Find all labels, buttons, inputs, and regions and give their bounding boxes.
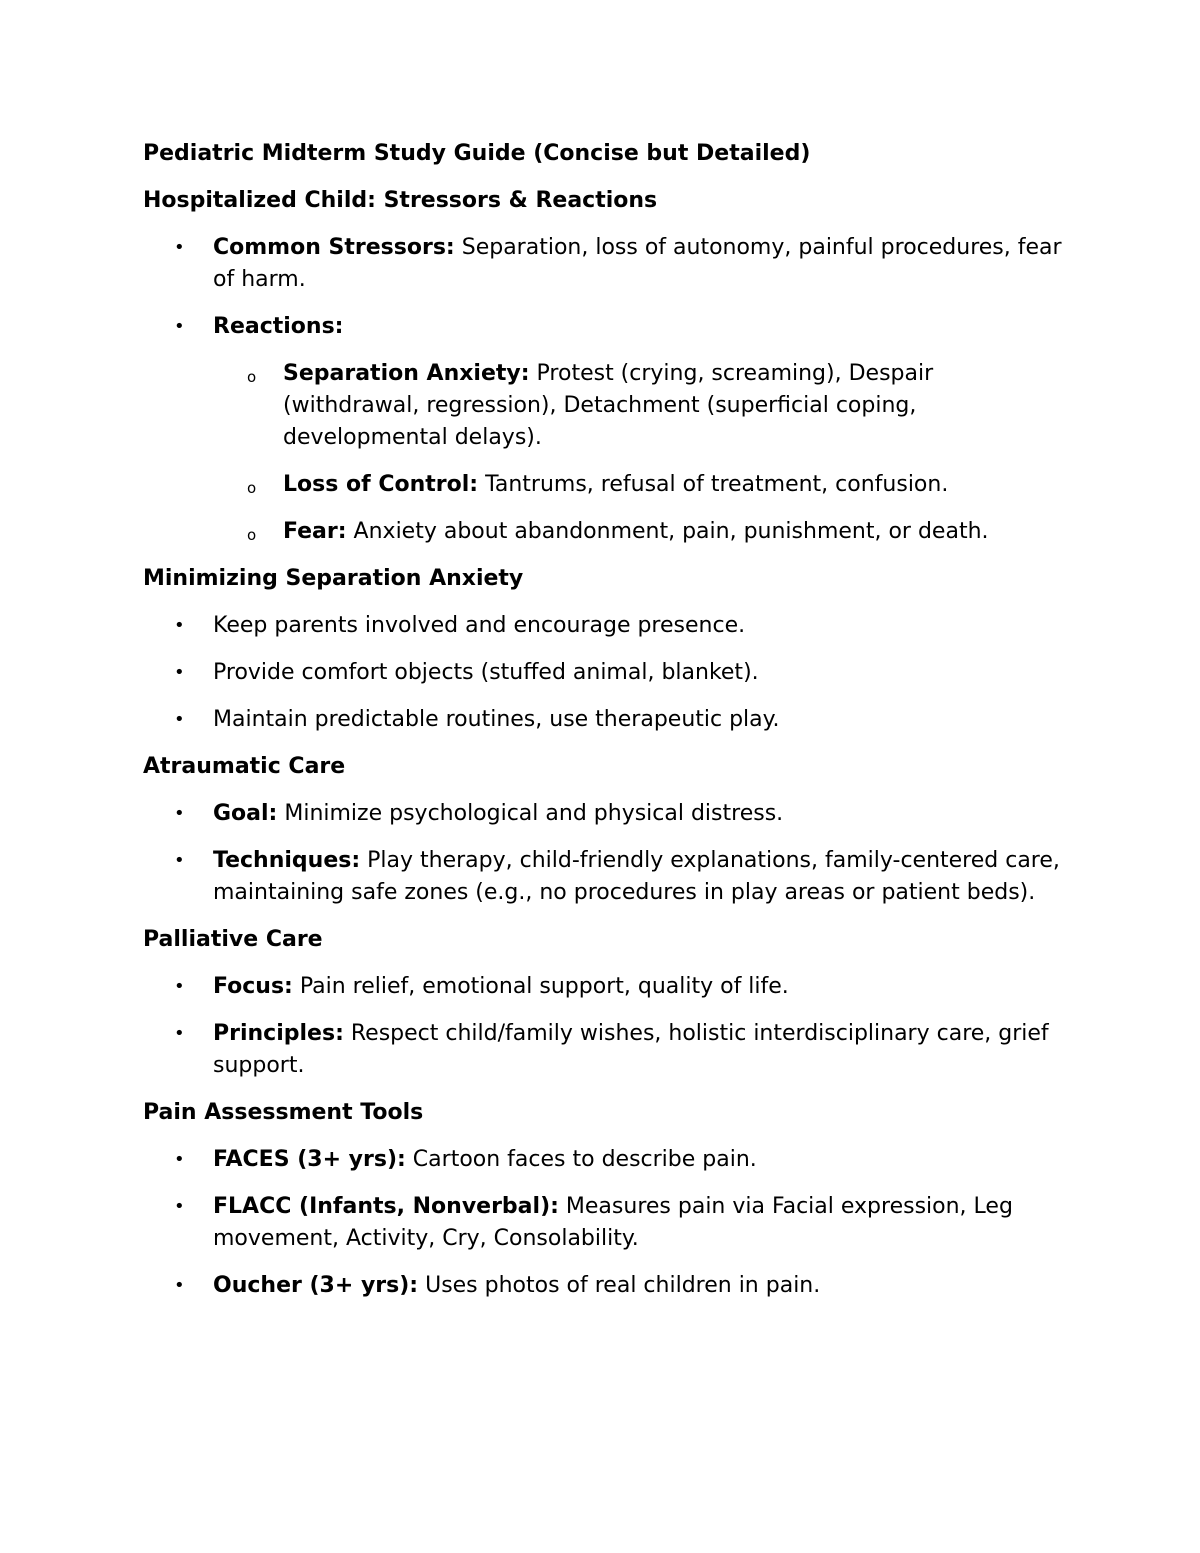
list-item: [143, 232, 1063, 296]
item-text: Keep parents involved and encourage presence.: [213, 613, 746, 638]
list-item: [143, 1270, 1063, 1302]
bullet-icon: •: [174, 615, 185, 636]
list-item: [143, 704, 1063, 736]
sub-bullet-icon: o: [247, 479, 257, 497]
list-item: [143, 657, 1063, 689]
item-text: Respect child/family wishes, holistic interdisciplinary care, grief support.: [213, 1021, 1049, 1078]
item-text: Provide comfort objects (stuffed animal, blanket).: [213, 660, 759, 685]
section-list-minimizing-separation-anxiety: [143, 610, 1063, 736]
list-item: [143, 1144, 1063, 1176]
list-item: [143, 1191, 1063, 1255]
item-lead: Fear:: [283, 519, 347, 544]
item-text: Pain relief, emotional support, quality of life.: [292, 974, 789, 999]
bullet-icon: •: [174, 850, 185, 871]
section-heading-hospitalized-child: Hospitalized Child: Stressors & Reactions: [143, 188, 658, 213]
item-text: Measures pain via Facial expression, Leg movement, Activity, Cry, Consolability.: [213, 1194, 1013, 1251]
item-lead: Oucher (3+ yrs):: [213, 1273, 419, 1298]
sub-list-item: [213, 516, 1063, 548]
sub-bullet-icon: o: [247, 526, 257, 544]
item-lead: FLACC (Infants, Nonverbal):: [213, 1194, 559, 1219]
item-lead: Common Stressors:: [213, 235, 455, 260]
item-text: Tantrums, refusal of treatment, confusion.: [478, 472, 949, 497]
list-item: [143, 971, 1063, 1003]
item-lead: Loss of Control:: [283, 472, 479, 497]
section-list-atraumatic-care: [143, 798, 1063, 909]
section-list-hospitalized-child: [143, 232, 1063, 548]
item-text: Minimize psychological and physical distress.: [277, 801, 784, 826]
section-heading-atraumatic-care: Atraumatic Care: [143, 754, 346, 779]
bullet-icon: •: [174, 1023, 185, 1044]
item-lead: Techniques:: [213, 848, 361, 873]
sub-list-item: [213, 469, 1063, 501]
bullet-icon: •: [174, 316, 185, 337]
bullet-icon: •: [174, 1196, 185, 1217]
section-list-palliative-care: [143, 971, 1063, 1082]
document-page: [143, 138, 1063, 1317]
list-item: [143, 845, 1063, 909]
sub-bullet-icon: o: [247, 368, 257, 386]
list-item: [143, 1018, 1063, 1082]
bullet-icon: •: [174, 662, 185, 683]
section-list-pain-assessment-tools: [143, 1144, 1063, 1302]
item-text: Cartoon faces to describe pain.: [405, 1147, 757, 1172]
item-text: Separation, loss of autonomy, painful procedures, fear of harm.: [213, 235, 1062, 292]
reactions-sub-list: [213, 358, 1063, 548]
item-text: Protest (crying, screaming), Despair (withdrawal, regression), Detachment (superficial coping, developmental delays).: [283, 361, 934, 450]
section-heading-minimizing-separation-anxiety: Minimizing Separation Anxiety: [143, 566, 524, 591]
bullet-icon: •: [174, 1149, 185, 1170]
section-heading-palliative-care: Palliative Care: [143, 927, 323, 952]
bullet-icon: •: [174, 709, 185, 730]
bullet-icon: •: [174, 237, 185, 258]
list-item: [143, 311, 1063, 548]
list-item: [143, 798, 1063, 830]
item-lead: Reactions:: [213, 314, 344, 339]
item-lead: Principles:: [213, 1021, 344, 1046]
item-text: Uses photos of real children in pain.: [418, 1273, 821, 1298]
item-lead: Separation Anxiety:: [283, 361, 530, 386]
section-heading-pain-assessment-tools: Pain Assessment Tools: [143, 1100, 424, 1125]
sub-list-item: [213, 358, 1063, 454]
bullet-icon: •: [174, 803, 185, 824]
bullet-icon: •: [174, 1275, 185, 1296]
document-title: Pediatric Midterm Study Guide (Concise but Detailed): [143, 141, 811, 166]
item-text: Anxiety about abandonment, pain, punishment, or death.: [346, 519, 989, 544]
bullet-icon: •: [174, 976, 185, 997]
item-lead: Goal:: [213, 801, 278, 826]
list-item: [143, 610, 1063, 642]
item-lead: Focus:: [213, 974, 293, 999]
item-text: Maintain predictable routines, use therapeutic play.: [213, 707, 780, 732]
item-text: Play therapy, child-friendly explanations, family-centered care, maintaining safe zones (e.g., no procedures in play areas or patient beds).: [213, 848, 1060, 905]
item-lead: FACES (3+ yrs):: [213, 1147, 406, 1172]
